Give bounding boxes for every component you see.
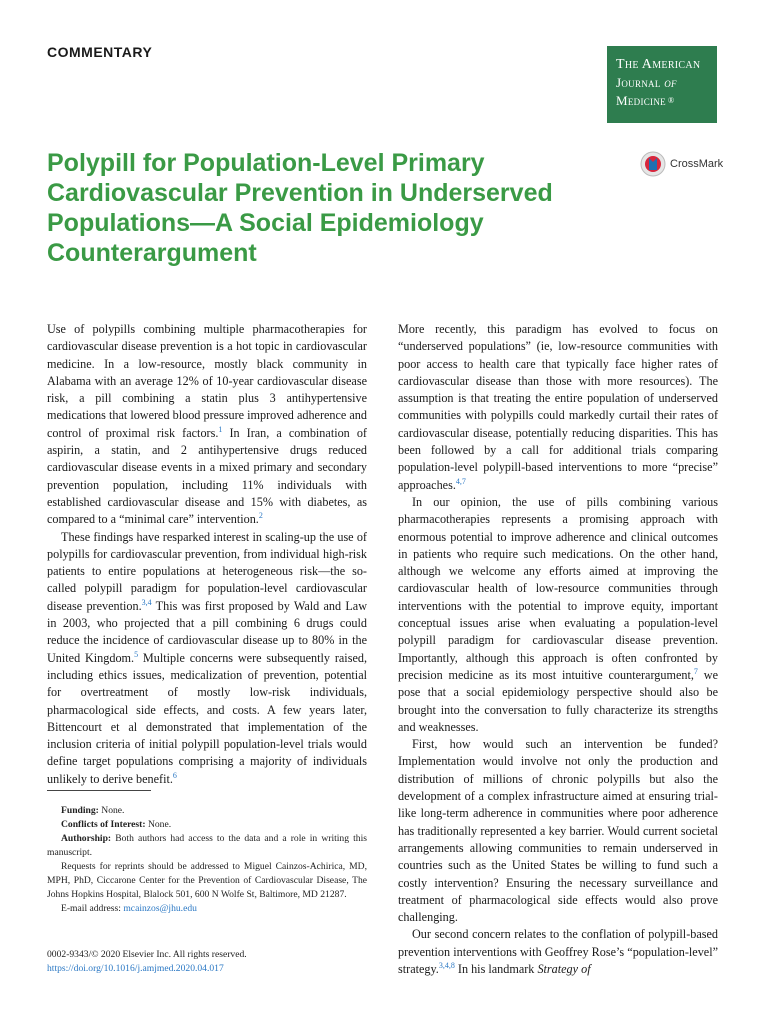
- journal-logo-line1: The American: [616, 57, 701, 72]
- authorship-text: Both authors had access to the data and a role in writing this manuscript.: [47, 833, 367, 858]
- coi-text: None.: [145, 819, 172, 830]
- paragraph-text: More recently, this paradigm has evolved to focus on “underserved populations” (ie, low-resource communities with poor access to health care that typically face higher rates of cardiovascular disease than those with more resources). The assumption is that treating the entire population of underserved communities with polypills could markedly curtail their rates of cardiovascular disease, potentially reducing disparities. This has been followed by a call for additional trials comparing population-level polypill-based interventions to more “precise” approaches.: [398, 322, 718, 492]
- registered-mark: ®: [667, 96, 675, 105]
- coi-label: Conflicts of Interest:: [61, 819, 146, 830]
- funding-note: [47, 804, 367, 818]
- paragraph: [47, 321, 367, 529]
- footnotes: [47, 804, 367, 916]
- paragraph-text: In our opinion, the use of pills combining various pharmacotherapies represents a promising approach with enormous potential to improve adherence and clinical outcomes in patients who require such medications. On the other hand, although we welcome any efforts aimed at improving the cardiovascular health of low-resource communities through interventions with the potential to improve equity, important conceptual issues arise when evaluating a population-level polypill paradigm for cardiovascular disease prevention. Importantly, although this approach is often confronted by precision medicine as its most intuitive counterargument,: [398, 494, 718, 682]
- crossmark-icon: [640, 151, 666, 177]
- funding-text: None.: [98, 805, 125, 816]
- email-note: [47, 902, 367, 916]
- journal-logo[interactable]: [607, 46, 717, 123]
- journal-logo-line3: Medicine: [616, 93, 666, 108]
- citation-link[interactable]: 1: [218, 424, 223, 434]
- paragraph: [47, 529, 367, 788]
- coi-note: [47, 818, 367, 832]
- paragraph-text: we pose that a social epidemiology perspective should also be brought into the conversation to fully characterize its strengths and weaknesses.: [398, 667, 718, 734]
- right-column: [398, 321, 718, 978]
- paragraph: [398, 321, 718, 494]
- authorship-label: Authorship:: [61, 833, 112, 844]
- paragraph-text: Use of polypills combining multiple pharmacotherapies for cardiovascular disease prevention is a hot topic in cardiovascular medicine. In a low-resource, mostly black community in Alabama with an average 12% of 10-year cardiovascular disease risk, a pill combining a statin plus 3 antihypertensive medications that lowered blood pressure improved adherence and control of proximal risk factors.: [47, 322, 367, 440]
- left-column: [47, 321, 367, 788]
- issn-copyright: 0002-9343/© 2020 Elsevier Inc. All rights reserved.: [47, 949, 247, 960]
- paragraph-text: In his landmark: [454, 961, 538, 976]
- doi-link[interactable]: https://doi.org/10.1016/j.amjmed.2020.04.017: [47, 962, 224, 974]
- paragraph: [398, 494, 718, 736]
- citation-link[interactable]: 3,4,8: [438, 960, 455, 970]
- paragraph-text: First, how would such an intervention be funded? Implementation would involve not only the production and distribution of millions of chronic polypills but also the development of a complex infrastructure aimed at ensuring trial-like long-term adherence in communities where poor adherence has traditionally represented a key barrier. Would current societal arrangements allowing communities to remain underserved in countries such as the United States be willing to fund such a costly intervention? Ensuring the necessary surveillance and treatment of pharmacological side effects would also prove challenging.: [398, 737, 718, 925]
- citation-link[interactable]: 2: [258, 511, 263, 521]
- paragraph-text: This was first proposed by Wald and Law in 2003, who projected that a pill combining 6 drugs could reduce the incidence of cardiovascular disease up to 80% in the United Kingdom.: [47, 598, 367, 665]
- paragraph-text: In Iran, a combination of aspirin, a statin, and 2 antihypertensive drugs reduced cardiovascular disease events in a mixed primary and secondary prevention population, including 11% individuals with established cardiovascular disease and 15% with diabetes, as compared to a “minimal care” intervention.: [47, 425, 367, 527]
- citation-link[interactable]: 7: [693, 666, 698, 676]
- crossmark-label: CrossMark: [670, 158, 724, 170]
- email-label: E-mail address:: [61, 903, 124, 914]
- reprints-note: Requests for reprints should be addressed to Miguel Cainzos-Achirica, MD, MPH, PhD, Ciccarone Center for the Prevention of Cardiovascular Disease, The Johns Hopkins Hospital, Blalock 501, 600 N Wolfe St, Baltimore, MD 21287.: [47, 861, 367, 900]
- page-footer: [47, 948, 367, 975]
- paragraph-text: Our second concern relates to the conflation of polypill-based prevention interventions with Geoffrey Rose’s “population-level” strategy.: [398, 927, 718, 976]
- paragraph: [398, 926, 718, 978]
- paragraph-text: These findings have resparked interest in scaling-up the use of polypills for cardiovascular prevention, from individual high-risk patients to entire populations at heterogeneous risk—the so-called polypill paradigm for population-level cardiovascular disease prevention.: [47, 529, 367, 613]
- authorship-note: [47, 832, 367, 860]
- journal-logo-line2a: Journal: [616, 75, 661, 90]
- section-label: COMMENTARY: [47, 44, 153, 60]
- paragraph: [398, 736, 718, 926]
- citation-link[interactable]: 3,4: [141, 597, 152, 607]
- journal-logo-line2b: of: [664, 75, 677, 90]
- crossmark-badge[interactable]: [640, 150, 723, 178]
- citation-link[interactable]: 6: [172, 770, 177, 780]
- article-title: Polypill for Population-Level Primary Cardiovascular Prevention in Underserved Populations—A Social Epidemiology Counterargument: [47, 149, 553, 267]
- paragraph-text: Multiple concerns were subsequently raised, including ethics issues, medicalization of prevention, potential for overtreatment of mostly low-risk individuals, pharmacological side effects, and costs. A few years later, Bittencourt et al demonstrated that implementation of the inclusion criteria of initial polypill population-level trials would define target populations comprising a majority of individuals unlikely to derive benefit.: [47, 650, 367, 786]
- email-link[interactable]: mcainzos@jhu.edu: [123, 903, 197, 914]
- funding-label: Funding:: [61, 805, 99, 816]
- book-title: Strategy of: [537, 961, 591, 976]
- citation-link[interactable]: 5: [134, 649, 139, 659]
- footnote-divider: [47, 790, 151, 791]
- citation-link[interactable]: 4,7: [455, 476, 466, 486]
